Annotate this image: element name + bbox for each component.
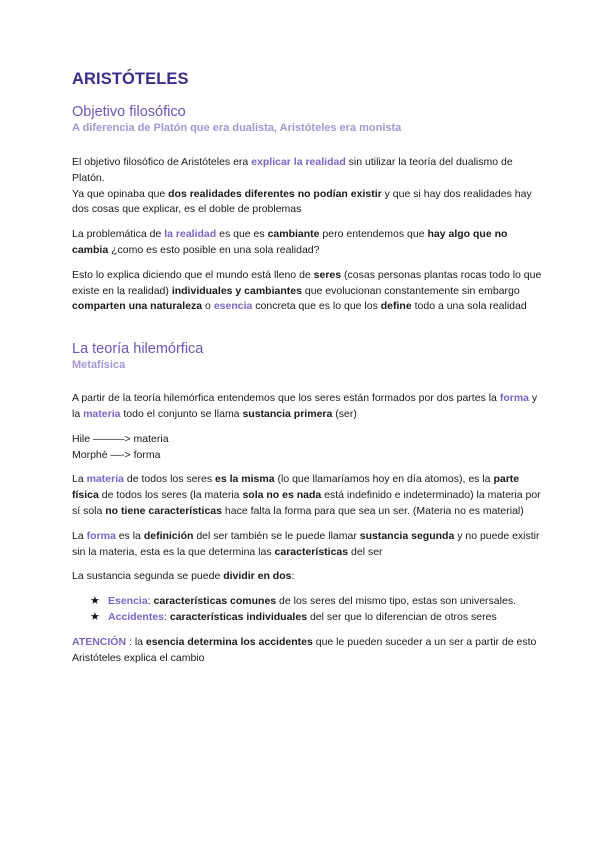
etymology-hile: Hile ———> materia bbox=[72, 432, 169, 445]
paragraph-dos-realidades: Ya que opinaba que dos realidades diferentes no podían existir y que si hay dos realidades hay dos cosas que explicar, es el doble de problemas bbox=[72, 187, 532, 216]
star-icon: ★ bbox=[90, 595, 100, 608]
section-subtitle-metafisica: Metafísica bbox=[72, 359, 126, 372]
highlight-explicar-realidad: explicar la realidad bbox=[251, 156, 346, 168]
paragraph-materia: La materia de todos los seres es la misma (lo que llamaríamos hoy en día atomos), es la parte física de todos los seres (la materia sola no es nada está indefinido e indeterminado) la materia por sí sola no tiene características hace falta la forma para que sea un ser. (Materia no es material) bbox=[72, 473, 541, 517]
paragraph-forma: La forma es la definición del ser también se le puede llamar sustancia segunda y no puede existir sin la materia, esta es la que determina las características del ser bbox=[72, 529, 540, 558]
highlight-la-realidad: la realidad bbox=[164, 228, 217, 241]
highlight-materia: materia bbox=[83, 407, 121, 420]
highlight-esencia: esencia bbox=[213, 300, 253, 313]
section-heading-objetivo: Objetivo filosófico bbox=[72, 104, 186, 120]
star-icon: ★ bbox=[90, 610, 100, 623]
paragraph-teoria-hilemorfica: A partir de la teoría hilemórfica entendemos que los seres están formados por dos partes la forma y la materia todo el conjunto se llama sustancia primera (ser) bbox=[72, 392, 538, 420]
list-item-accidentes: ★ Accidentes: características individuales del ser que lo diferencian de otros seres bbox=[90, 610, 542, 626]
document-title: ARISTÓTELES bbox=[72, 70, 189, 88]
paragraph-problematica: La problemática de la realidad es que es cambiante pero entendemos que hay algo que no cambia ¿como es esto posible en una sola realidad? bbox=[72, 228, 508, 256]
etymology-morphe: Morphè —-> forma bbox=[72, 448, 161, 461]
paragraph-seres: Esto lo explica diciendo que el mundo está lleno de seres (cosas personas plantas rocas todo lo que existe en la realidad) individuales y cambiantes que evolucionan constantemente sin embargo comparten una naturaleza o esencia concreta que es lo que los define todo a una sola realidad bbox=[72, 268, 542, 313]
document-page bbox=[72, 70, 542, 666]
highlight-forma: forma bbox=[499, 392, 530, 405]
section-heading-hilemorfica: La teoría hilemórfica bbox=[72, 341, 204, 358]
paragraph-sustancia-segunda: La sustancia segunda se puede dividir en dos: bbox=[72, 570, 295, 583]
paragraph-objetivo: El objetivo filosófico de Aristóteles era explicar la realidad sin utilizar la teoría del dualismo de Platón. bbox=[72, 156, 513, 184]
bullet-list bbox=[72, 594, 542, 626]
highlight-forma-2: forma bbox=[86, 529, 116, 542]
label-atencion: ATENCIÓN bbox=[72, 635, 127, 648]
section-subtitle-objetivo: A diferencia de Platón que era dualista, Aristóteles era monista bbox=[72, 122, 402, 134]
highlight-materia-2: materia bbox=[86, 473, 124, 486]
list-item-esencia: ★ Esencia: características comunes de los seres del mismo tipo, estas son universales. bbox=[90, 594, 542, 610]
paragraph-atencion: ATENCIÓN : la esencia determina los accidentes que le pueden suceder a un ser a partir de esto Aristóteles explica el cambio bbox=[72, 635, 537, 664]
